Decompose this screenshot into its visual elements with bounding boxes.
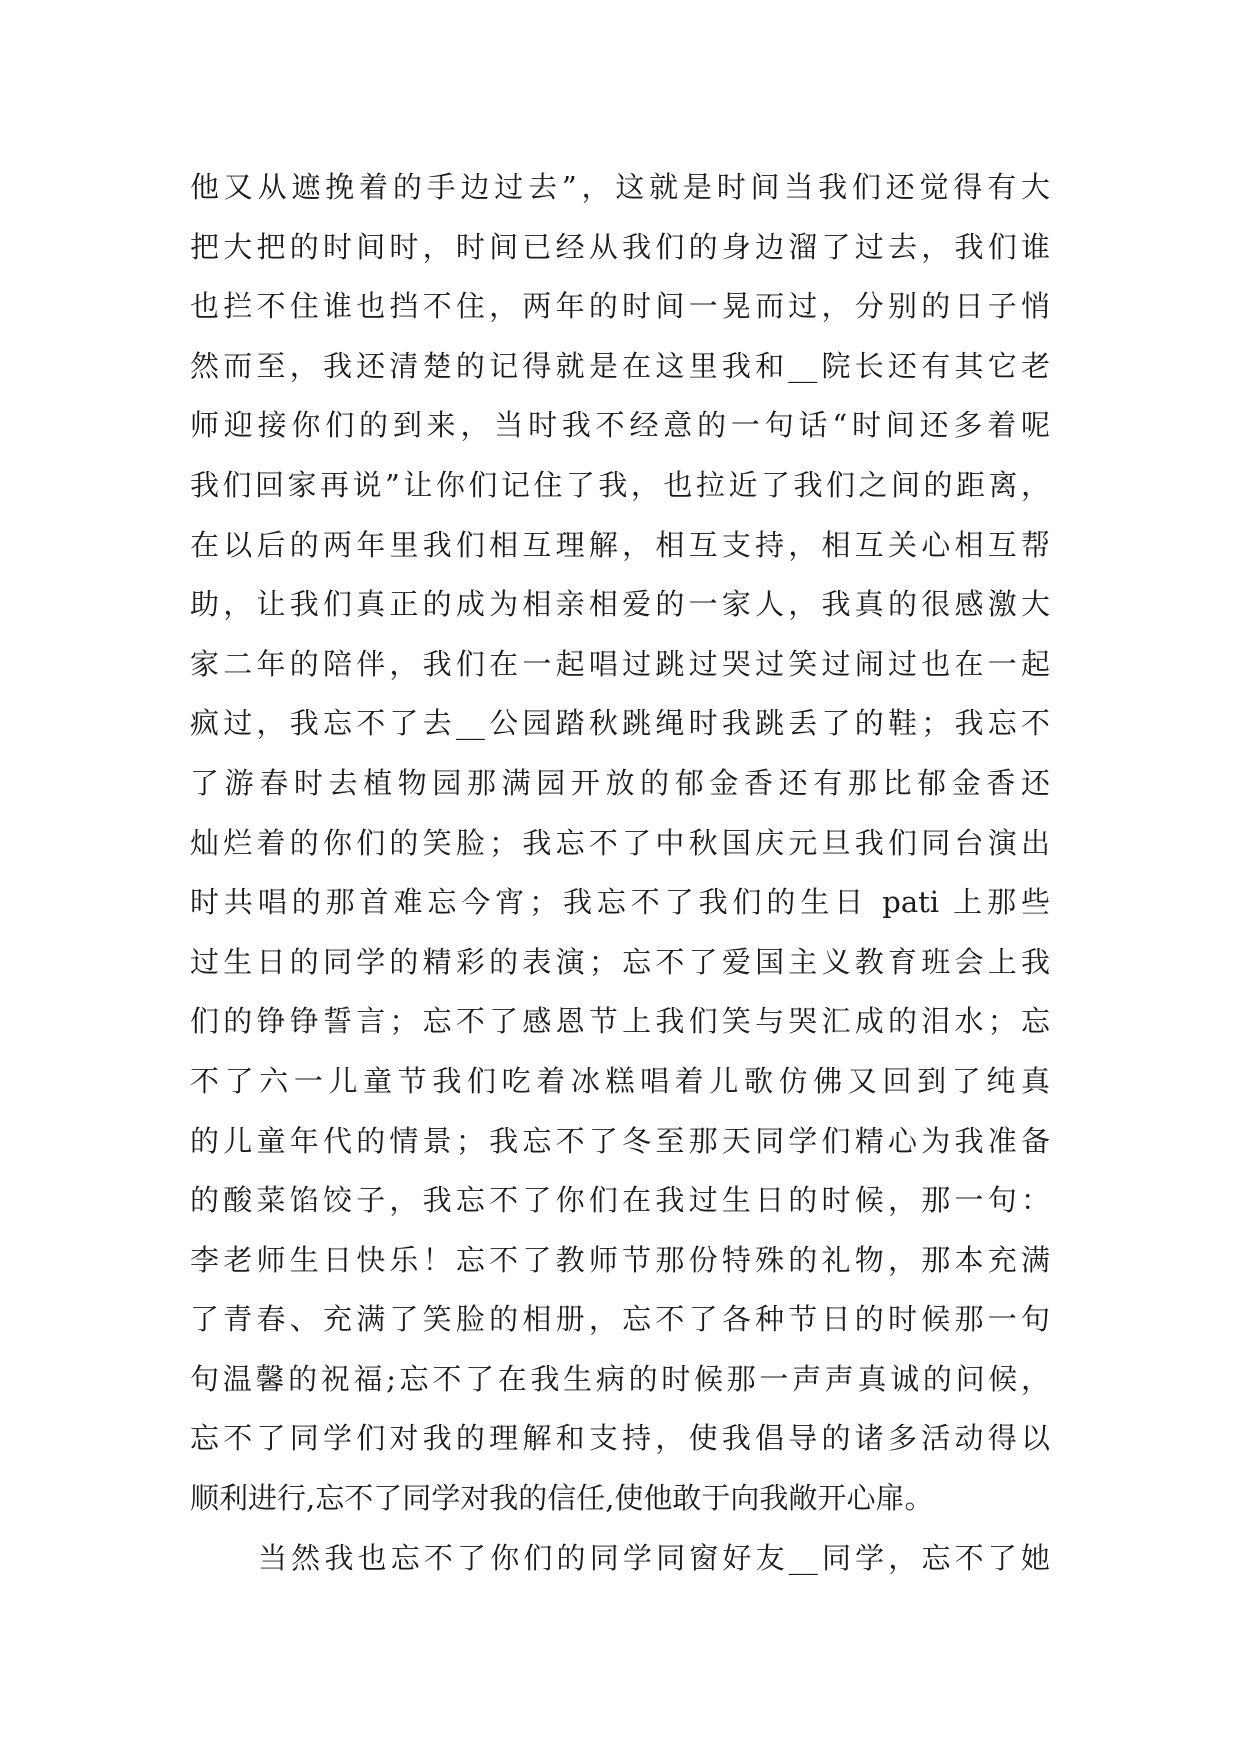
text-line: 师迎接你们的到来，当时我不经意的一句话“时间还多着呢	[190, 408, 1050, 443]
text-line: 也拦不住谁也挡不住，两年的时间一晃而过，分别的日子悄	[190, 289, 1050, 324]
text-line: 助，让我们真正的成为相亲相爱的一家人，我真的很感激大	[190, 587, 1050, 622]
text-line: 了青春、充满了笑脸的相册，忘不了各种节日的时候那一句	[190, 1302, 1050, 1337]
text-line: 把大把的时间时，时间已经从我们的身边溜了过去，我们谁	[190, 229, 1050, 264]
body-text	[190, 158, 1050, 1588]
text-line: 不了六一儿童节我们吃着冰糕唱着儿歌仿佛又回到了纯真	[190, 1063, 1050, 1098]
text-line: 然而至，我还清楚的记得就是在这里我和__院长还有其它老	[190, 348, 1050, 383]
text-line: 在以后的两年里我们相互理解，相互支持，相互关心相互帮	[190, 527, 1050, 562]
text-line: 忘不了同学们对我的理解和支持，使我倡导的诸多活动得以	[190, 1421, 1050, 1456]
text-line: 灿烂着的你们的笑脸；我忘不了中秋国庆元旦我们同台演出	[190, 825, 1050, 860]
text-line: 家二年的陪伴，我们在一起唱过跳过哭过笑过闹过也在一起	[190, 646, 1050, 681]
text-line: 的儿童年代的情景；我忘不了冬至那天同学们精心为我准备	[190, 1123, 1050, 1158]
text-line: 我们回家再说”让你们记住了我，也拉近了我们之间的距离，	[190, 467, 1050, 502]
text-line: 时共唱的那首难忘今宵；我忘不了我们的生日 pati 上那些	[190, 885, 1050, 920]
text-line: 句温馨的祝福;忘不了在我生病的时候那一声声真诚的问候，	[190, 1361, 1050, 1396]
text-line: 他又从遮挽着的手边过去”，这就是时间当我们还觉得有大	[190, 170, 1050, 204]
text-line: 的酸菜馅饺子，我忘不了你们在我过生日的时候，那一句：	[190, 1183, 1050, 1218]
paragraph-start-line: 当然我也忘不了你们的同学同窗好友__同学，忘不了她	[258, 1540, 1050, 1575]
text-line: 过生日的同学的精彩的表演；忘不了爱国主义教育班会上我	[190, 944, 1050, 979]
paragraph-end-line: 顺利进行,忘不了同学对我的信任,使他敢于向我敞开心扉。	[190, 1481, 934, 1516]
text-line: 疯过，我忘不了去__公园踏秋跳绳时我跳丢了的鞋；我忘不	[190, 706, 1050, 741]
text-line: 们的铮铮誓言；忘不了感恩节上我们笑与哭汇成的泪水；忘	[190, 1004, 1050, 1039]
text-line: 了游春时去植物园那满园开放的郁金香还有那比郁金香还	[190, 765, 1050, 800]
text-line: 李老师生日快乐！忘不了教师节那份特殊的礼物，那本充满	[190, 1242, 1050, 1277]
